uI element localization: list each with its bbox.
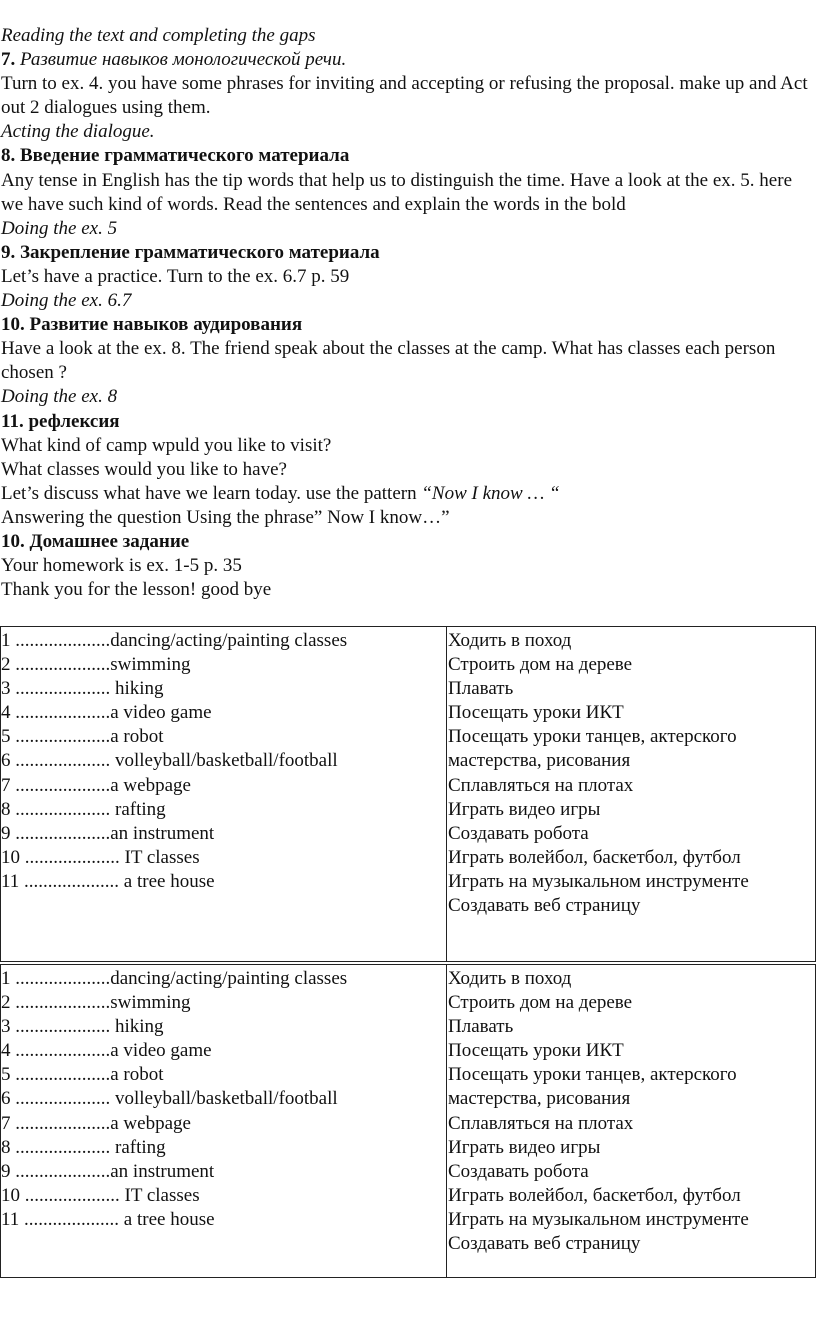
translation-item: Играть на музыкальном инструменте <box>448 870 749 892</box>
translation-item: Играть видео игры <box>448 798 601 820</box>
paragraph: Answering the question Using the phrase” Now I know…” <box>1 506 450 528</box>
match-item: 1 ....................dancing/acting/painting classes <box>1 630 348 651</box>
match-item: 10 .................... IT classes <box>1 1184 200 1206</box>
section-heading-11: 11. рефлексия <box>1 410 120 432</box>
question-line: What classes would you like to have? <box>1 458 287 480</box>
translation-item: мастерства, рисования <box>448 1088 631 1110</box>
match-item: 4 ....................a video game <box>1 702 212 724</box>
match-item: 5 ....................a robot <box>1 1064 164 1086</box>
translation-item: Играть волейбол, баскетбол, футбол <box>448 846 741 868</box>
section-heading-homework: 10. Домашнее задание <box>1 530 190 552</box>
russian-column <box>447 965 815 1277</box>
translation-item: Играть видео игры <box>448 1136 601 1158</box>
match-item: 2 ....................swimming <box>1 654 191 676</box>
section-number: 7. <box>1 49 16 71</box>
match-item: 3 .................... hiking <box>1 1016 164 1038</box>
match-item: 9 ....................an instrument <box>1 1160 215 1182</box>
activity-note: Doing the ex. 8 <box>1 386 118 408</box>
section-heading-10: 10. Развитие навыков аудирования <box>1 314 303 336</box>
lesson-plan-text <box>0 24 816 602</box>
match-item: 8 .................... rafting <box>1 1136 166 1158</box>
activity-note: Reading the text and completing the gaps <box>1 25 316 46</box>
translation-item: Играть на музыкальном инструменте <box>448 1208 749 1230</box>
paragraph: Any tense in English has the tip words that help us to distinguish the time. Have a look at the ex. 5. here we have such kind of words. Read the sentences and explain the words in the bold <box>1 169 792 215</box>
match-item: 4 ....................a video game <box>1 1040 212 1062</box>
english-column <box>1 965 447 1277</box>
section-heading-8: 8. Введение грамматического материала <box>1 145 350 167</box>
homework-line: Your homework is ex. 1-5 p. 35 <box>1 555 242 577</box>
section-heading-7 <box>0 48 816 72</box>
pattern-phrase: “Now I know … “ <box>421 482 560 504</box>
question-line: What kind of camp wpuld you like to visit? <box>1 434 332 456</box>
match-item: 6 .................... volleyball/basketball/football <box>1 750 338 772</box>
translation-item: Посещать уроки танцев, актерского <box>448 726 737 748</box>
translation-item: Посещать уроки ИКТ <box>448 1040 624 1062</box>
translation-item: Сплавляться на плотах <box>448 1112 634 1134</box>
match-item: 7 ....................a webpage <box>1 1112 191 1134</box>
translation-item: Ходить в поход <box>448 630 572 651</box>
russian-column <box>447 627 815 961</box>
match-item: 11 .................... a tree house <box>1 870 215 892</box>
translation-item: Создавать веб страницу <box>448 1233 641 1255</box>
paragraph <box>0 482 816 506</box>
translation-item: Посещать уроки танцев, актерского <box>448 1064 737 1086</box>
translation-item: Плавать <box>448 678 514 700</box>
match-item: 3 .................... hiking <box>1 678 164 700</box>
paragraph: Let’s have a practice. Turn to the ex. 6.7 p. 59 <box>1 265 350 287</box>
translation-item: Строить дом на дереве <box>448 992 633 1014</box>
activity-note: Acting the dialogue. <box>1 121 155 143</box>
translation-item: Создавать робота <box>448 1160 589 1182</box>
translation-item: Ходить в поход <box>448 968 572 989</box>
match-item: 10 .................... IT classes <box>1 846 200 868</box>
match-item: 1 ....................dancing/acting/painting classes <box>1 968 348 989</box>
match-item: 2 ....................swimming <box>1 992 191 1014</box>
section-heading-9: 9. Закрепление грамматического материала <box>1 241 380 263</box>
match-item: 5 ....................a robot <box>1 726 164 748</box>
match-item: 8 .................... rafting <box>1 798 166 820</box>
matching-table <box>0 626 816 962</box>
match-item: 11 .................... a tree house <box>1 1208 215 1230</box>
paragraph: Turn to ex. 4. you have some phrases for inviting and accepting or refusing the proposal. make up and Act out 2 dialogues using them. <box>1 73 808 119</box>
english-column <box>1 627 447 961</box>
translation-item: Строить дом на дереве <box>448 654 633 676</box>
matching-table-copy <box>0 964 816 1278</box>
translation-item: Посещать уроки ИКТ <box>448 702 624 724</box>
match-item: 9 ....................an instrument <box>1 822 215 844</box>
activity-note: Doing the ex. 5 <box>1 217 118 239</box>
match-item: 7 ....................a webpage <box>1 774 191 796</box>
translation-item: Сплавляться на плотах <box>448 774 634 796</box>
section-title: Развитие навыков монологической речи. <box>20 49 347 71</box>
activity-note: Doing the ex. 6.7 <box>1 290 132 312</box>
translation-item: мастерства, рисования <box>448 750 631 772</box>
closing-line: Thank you for the lesson! good bye <box>1 579 272 601</box>
paragraph: Have a look at the ex. 8. The friend speak about the classes at the camp. What has classes each person chosen ? <box>1 338 776 384</box>
pattern-prefix: Let’s discuss what have we learn today. use the pattern <box>1 482 422 504</box>
translation-item: Играть волейбол, баскетбол, футбол <box>448 1184 741 1206</box>
translation-item: Создавать веб страницу <box>448 895 641 917</box>
translation-item: Создавать робота <box>448 822 589 844</box>
match-item: 6 .................... volleyball/basketball/football <box>1 1088 338 1110</box>
translation-item: Плавать <box>448 1016 514 1038</box>
